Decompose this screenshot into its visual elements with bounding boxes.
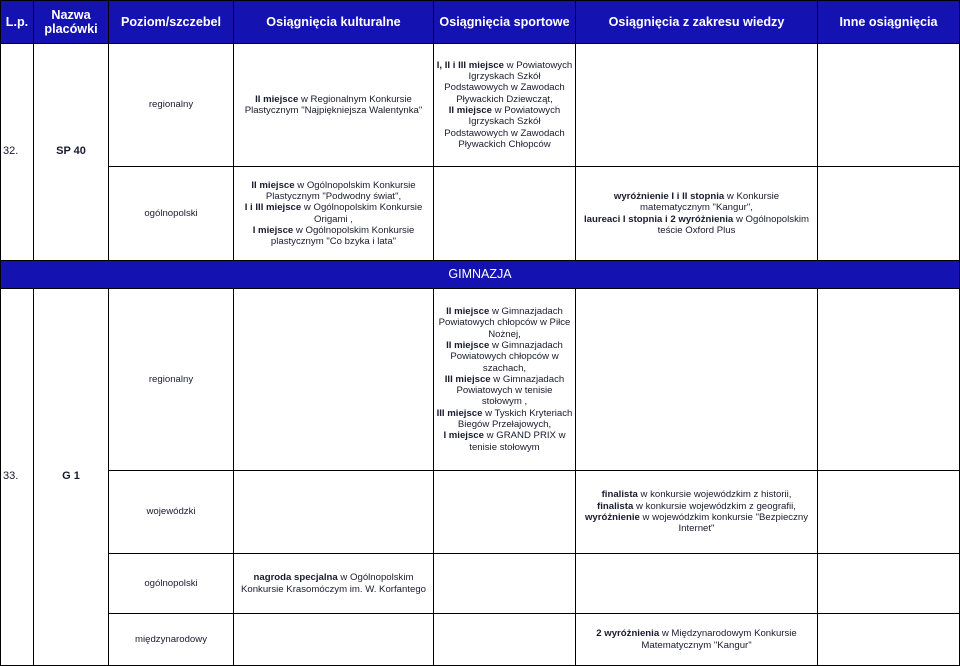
award: 2 wyróżnienia bbox=[596, 628, 660, 640]
award: II miejsce bbox=[251, 179, 295, 191]
cultural-cell bbox=[234, 554, 434, 614]
table-row bbox=[1, 554, 960, 614]
knowledge-cell bbox=[576, 289, 818, 471]
other-cell bbox=[818, 554, 960, 614]
award-desc: w wojewódzkim konkursie "Bezpieczny Internet" bbox=[639, 512, 809, 535]
other-cell bbox=[818, 44, 960, 167]
knowledge-cell bbox=[576, 471, 818, 554]
knowledge-cell bbox=[576, 44, 818, 167]
award-desc: w Regionalnym Konkursie Plastycznym "Najpiękniejsza Walentynka" bbox=[244, 93, 423, 116]
other-cell bbox=[818, 289, 960, 471]
award-desc: w Tyskich Kryteriach Biegów Przełajowych, bbox=[457, 407, 573, 431]
award-desc: w Powiatowych Igrzyskach Szkół Podstawowych w Zawodach Pływackich Dziewcząt, bbox=[444, 59, 573, 105]
award: wyróżnienie bbox=[584, 512, 640, 523]
award: III miejsce bbox=[436, 407, 483, 419]
col-lp: L.p. bbox=[1, 1, 34, 44]
col-inne: Inne osiągnięcia bbox=[818, 1, 960, 44]
level-cell: ogólnopolski bbox=[109, 554, 234, 614]
cultural-cell bbox=[234, 289, 434, 471]
award-desc: w Gimnazjadach Powiatowych chłopców w szachach, bbox=[450, 339, 563, 374]
col-sportowe: Osiągnięcia sportowe bbox=[434, 1, 576, 44]
award-desc: w Ogólnopolskim Konkursie Krasomóczym im. W. Korfantego bbox=[240, 572, 426, 595]
section-row bbox=[1, 261, 960, 289]
award-desc: w Powiatowych Igrzyskach Szkół Podstawowych w Zawodach Pływackich Chłopców bbox=[444, 105, 565, 150]
col-poziom: Poziom/szczebel bbox=[109, 1, 234, 44]
award: laureaci I stopnia i 2 wyróżnienia bbox=[583, 213, 734, 225]
sport-cell bbox=[434, 167, 576, 261]
table-row bbox=[1, 167, 960, 261]
award-desc: w Ogólnopolskim teście Oxford Plus bbox=[657, 213, 809, 236]
sport-cell bbox=[434, 614, 576, 666]
other-cell bbox=[818, 614, 960, 666]
award: finalista bbox=[597, 500, 634, 512]
award: I miejsce bbox=[443, 430, 484, 442]
award-desc: w Konkursie matematycznym "Kangur", bbox=[640, 190, 780, 214]
level-cell: wojewódzki bbox=[109, 471, 234, 554]
award: II miejsce bbox=[448, 105, 492, 116]
award-desc: w Ogólnopolskim Konkursie Origami , bbox=[301, 202, 423, 225]
table-row bbox=[1, 289, 960, 471]
level-cell: regionalny bbox=[109, 44, 234, 167]
table-row bbox=[1, 44, 960, 167]
award-desc: w Międzynarodowym Konkursie Matematycznym "Kangur" bbox=[641, 628, 797, 651]
award: II miejsce bbox=[446, 339, 490, 351]
school-name: G 1 bbox=[34, 289, 109, 666]
award-desc: w Ogólnopolskim Konkursie Plastycznym "Podwodny świat", bbox=[265, 179, 416, 202]
award-desc: w Gimnazjadach Powiatowych chłopców w Piłce Nożnej, bbox=[438, 306, 571, 340]
cultural-cell bbox=[234, 471, 434, 554]
header-row bbox=[1, 1, 960, 44]
school-name: SP 40 bbox=[34, 44, 109, 261]
cultural-cell bbox=[234, 44, 434, 167]
sport-cell bbox=[434, 44, 576, 167]
level-cell: międzynarodowy bbox=[109, 614, 234, 666]
table-row bbox=[1, 614, 960, 666]
award: finalista bbox=[601, 489, 638, 501]
knowledge-cell bbox=[576, 167, 818, 261]
award: I miejsce bbox=[252, 224, 294, 236]
sport-cell bbox=[434, 289, 576, 471]
row-number: 32. bbox=[1, 44, 34, 261]
section-title: GIMNAZJA bbox=[1, 261, 960, 289]
award-desc: w konkursie wojewódzkim z geografii, bbox=[633, 500, 796, 512]
col-kulturalne: Osiągnięcia kulturalne bbox=[234, 1, 434, 44]
award-desc: w GRAND PRIX w tenisie stołowym bbox=[469, 430, 566, 453]
other-cell bbox=[818, 471, 960, 554]
knowledge-cell bbox=[576, 554, 818, 614]
cultural-cell bbox=[234, 167, 434, 261]
award: III miejsce bbox=[444, 373, 491, 385]
cultural-cell bbox=[234, 614, 434, 666]
award: nagroda specjalna bbox=[253, 572, 338, 584]
sport-cell bbox=[434, 554, 576, 614]
col-nazwa: Nazwa placówki bbox=[34, 1, 109, 44]
award: I, II i III miejsce bbox=[436, 59, 504, 71]
col-wiedzy: Osiągnięcia z zakresu wiedzy bbox=[576, 1, 818, 44]
level-cell: ogólnopolski bbox=[109, 167, 234, 261]
award: wyróżnienie I i II stopnia bbox=[613, 190, 725, 202]
award-desc: w Ogólnopolskim Konkursie plastycznym "Co bzyka i lata" bbox=[270, 224, 415, 248]
award: II miejsce bbox=[255, 93, 299, 105]
award-desc: w konkursie wojewódzkim z historii, bbox=[637, 489, 792, 501]
table-row bbox=[1, 471, 960, 554]
award: II miejsce bbox=[446, 306, 490, 318]
knowledge-cell bbox=[576, 614, 818, 666]
award: I i III miejsce bbox=[244, 202, 302, 214]
level-cell: regionalny bbox=[109, 289, 234, 471]
row-number: 33. bbox=[1, 289, 34, 666]
award-desc: w Gimnazjadach Powiatowych w tenisie stołowym , bbox=[456, 373, 565, 408]
sport-cell bbox=[434, 471, 576, 554]
other-cell bbox=[818, 167, 960, 261]
